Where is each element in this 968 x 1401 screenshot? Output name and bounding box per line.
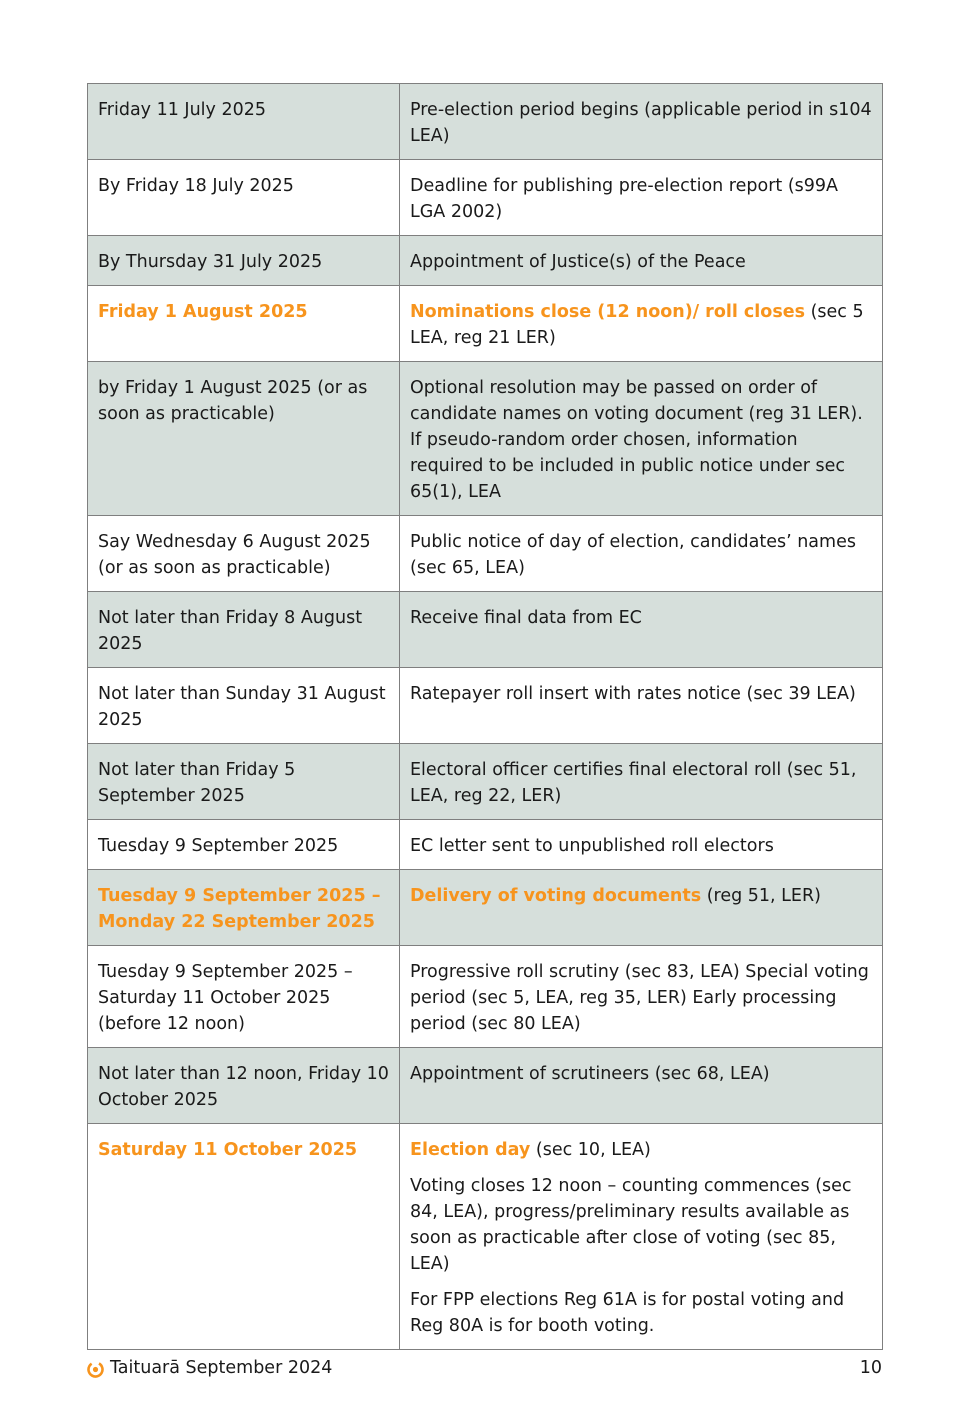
table-row xyxy=(88,744,883,820)
table-row xyxy=(88,820,883,870)
table-row xyxy=(88,1124,883,1350)
event-cell: Pre-election period begins (applicable period in s104 LEA) xyxy=(400,84,883,160)
event-cell: Receive final data from EC xyxy=(400,592,883,668)
date-cell: Not later than 12 noon, Friday 10 October 2025 xyxy=(88,1048,400,1124)
highlighted-event: Nominations close (12 noon)/ roll closes xyxy=(410,302,806,322)
footer-org-date: Taituarā September 2024 xyxy=(110,1358,333,1378)
table-row xyxy=(88,84,883,160)
event-cell xyxy=(400,1124,883,1350)
event-cell: Optional resolution may be passed on order of candidate names on voting document (reg 31 LER). If pseudo-random order chosen, information required to be included in public notice under sec 65(1), LEA xyxy=(400,362,883,516)
event-cell: Electoral officer certifies final electoral roll (sec 51, LEA, reg 22, LER) xyxy=(400,744,883,820)
date-cell xyxy=(88,1124,400,1350)
event-paragraph: For FPP elections Reg 61A is for postal voting and Reg 80A is for booth voting. xyxy=(410,1290,845,1336)
event-cell: Appointment of Justice(s) of the Peace xyxy=(400,236,883,286)
date-cell: By Friday 18 July 2025 xyxy=(88,160,400,236)
event-reference: (reg 51, LER) xyxy=(701,886,821,906)
date-cell: Tuesday 9 September 2025 xyxy=(88,820,400,870)
table-row xyxy=(88,236,883,286)
date-cell: By Thursday 31 July 2025 xyxy=(88,236,400,286)
highlighted-date: Tuesday 9 September 2025 – Monday 22 September 2025 xyxy=(98,886,381,932)
date-cell: Not later than Friday 5 September 2025 xyxy=(88,744,400,820)
table-row xyxy=(88,1048,883,1124)
table-row xyxy=(88,668,883,744)
event-cell: Public notice of day of election, candidates’ names (sec 65, LEA) xyxy=(400,516,883,592)
highlighted-date: Saturday 11 October 2025 xyxy=(98,1140,358,1160)
date-cell: Not later than Friday 8 August 2025 xyxy=(88,592,400,668)
highlighted-event: Election day xyxy=(410,1140,531,1160)
table-row xyxy=(88,946,883,1048)
highlighted-date: Friday 1 August 2025 xyxy=(98,302,308,322)
page-footer xyxy=(87,1355,882,1381)
event-cell: Appointment of scrutineers (sec 68, LEA) xyxy=(400,1048,883,1124)
page-number: 10 xyxy=(859,1358,882,1378)
event-reference: (sec 10, LEA) xyxy=(530,1140,651,1160)
table-row xyxy=(88,516,883,592)
date-cell xyxy=(88,286,400,362)
table-row xyxy=(88,870,883,946)
event-paragraph xyxy=(410,1137,873,1163)
date-cell xyxy=(88,870,400,946)
table-row xyxy=(88,362,883,516)
highlighted-event: Delivery of voting documents xyxy=(410,886,702,906)
table-row xyxy=(88,592,883,668)
footer-brand xyxy=(87,1355,332,1381)
date-cell: Friday 11 July 2025 xyxy=(88,84,400,160)
event-cell: Progressive roll scrutiny (sec 83, LEA) Special voting period (sec 5, LEA, reg 35, LER) Early processing period (sec 80 LEA) xyxy=(400,946,883,1048)
date-cell: Tuesday 9 September 2025 – Saturday 11 October 2025 (before 12 noon) xyxy=(88,946,400,1048)
taituara-logo-icon xyxy=(87,1360,104,1377)
event-cell: Ratepayer roll insert with rates notice (sec 39 LEA) xyxy=(400,668,883,744)
event-reference: (sec 5 LEA, reg 21 LER) xyxy=(410,302,864,348)
event-cell xyxy=(400,286,883,362)
election-timeline-table xyxy=(87,83,883,1350)
date-cell: by Friday 1 August 2025 (or as soon as practicable) xyxy=(88,362,400,516)
date-cell: Not later than Sunday 31 August 2025 xyxy=(88,668,400,744)
event-paragraph: Voting closes 12 noon – counting commences (sec 84, LEA), progress/preliminary results available as soon as practicable after close of voting (sec 85, LEA) xyxy=(410,1176,852,1274)
table-row xyxy=(88,160,883,236)
event-cell xyxy=(400,870,883,946)
date-cell: Say Wednesday 6 August 2025 (or as soon as practicable) xyxy=(88,516,400,592)
event-cell: EC letter sent to unpublished roll electors xyxy=(400,820,883,870)
event-cell: Deadline for publishing pre-election report (s99A LGA 2002) xyxy=(400,160,883,236)
table-row xyxy=(88,286,883,362)
